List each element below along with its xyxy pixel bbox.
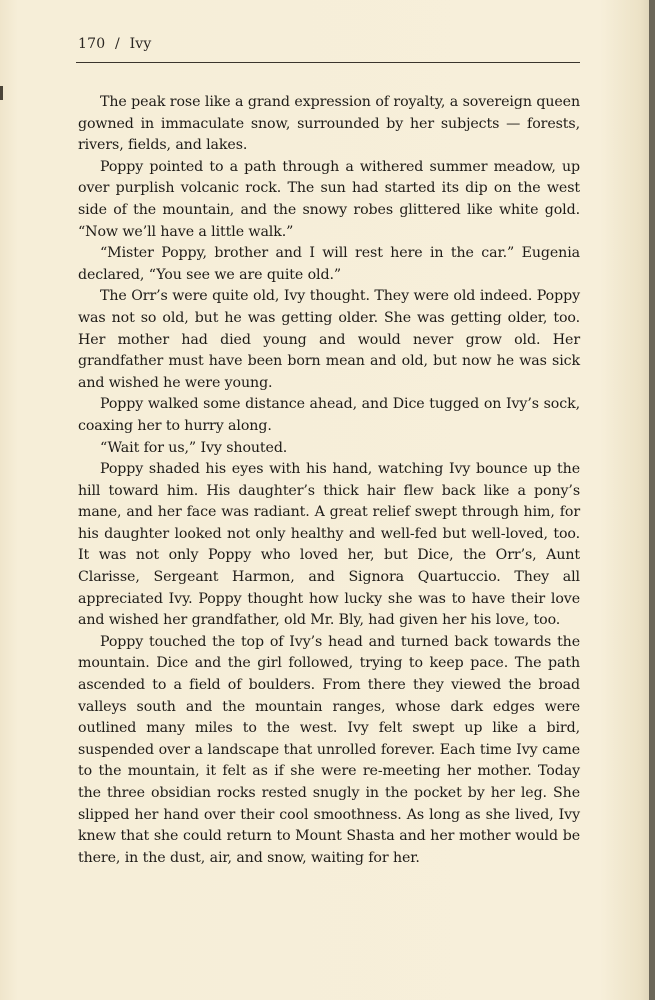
header-rule	[76, 62, 580, 63]
body-text	[78, 92, 580, 869]
paragraph: Poppy walked some distance ahead, and Dice tugged on Ivy’s sock, coaxing her to hurry along.	[78, 396, 580, 434]
paragraph: Poppy touched the top of Ivy’s head and turned back towards the mountain. Dice and the girl followed, trying to keep pace. The path ascended to a field of boulders. From there they viewed the broad valleys south and the mountain ranges, whose dark edges were outlined many miles to the west. Ivy felt swept up like a bird, suspended over a landscape that unrolled forever. Each time Ivy came to the mountain, it felt as if she were re-meeting her mother. Today the three obsidian rocks rested snugly in the pocket by her leg. She slipped her hand over their cool smoothness. As long as she lived, Ivy knew that she could return to Mount Shasta and her mother would be there, in the dust, air, and snow, waiting for her.	[78, 633, 580, 866]
margin-mark	[0, 86, 3, 100]
header-separator: /	[114, 36, 120, 52]
paragraph: “Wait for us,” Ivy shouted.	[100, 439, 288, 456]
paragraph: Poppy pointed to a path through a withered summer meadow, up over purplish volcanic rock. The sun had started its dip on the west side of the mountain, and the snowy robes glittered like white gold. “Now we’ll have a little walk.”	[78, 158, 580, 240]
paragraph: The Orr’s were quite old, Ivy thought. They were old indeed. Poppy was not so old, but he was getting older. She was getting older, too. Her mother had died young and would never grow old. Her grandfather must have been born mean and old, but now he was sick and wished he were young.	[78, 288, 580, 391]
running-header	[78, 36, 152, 52]
paragraph: “Mister Poppy, brother and I will rest here in the car.” Eugenia declared, “You see we are quite old.”	[78, 245, 580, 283]
book-title: Ivy	[129, 36, 152, 52]
paragraph: The peak rose like a grand expression of royalty, a sovereign queen gowned in immaculate snow, surrounded by her subjects — forests, rivers, fields, and lakes.	[78, 94, 580, 154]
page-number: 170	[78, 36, 106, 52]
paragraph: Poppy shaded his eyes with his hand, watching Ivy bounce up the hill toward him. His daughter’s thick hair flew back like a pony’s mane, and her face was radiant. A great relief swept through him, for his daughter looked not only healthy and well-fed but well-loved, too. It was not only Poppy who loved her, but Dice, the Orr’s, Aunt Clarisse, Sergeant Harmon, and Signora Quartuccio. They all appreciated Ivy. Poppy thought how lucky she was to have their love and wished her grandfather, old Mr. Bly, had given her his love, too.	[78, 461, 580, 629]
page-edge-shadow	[649, 0, 655, 1000]
